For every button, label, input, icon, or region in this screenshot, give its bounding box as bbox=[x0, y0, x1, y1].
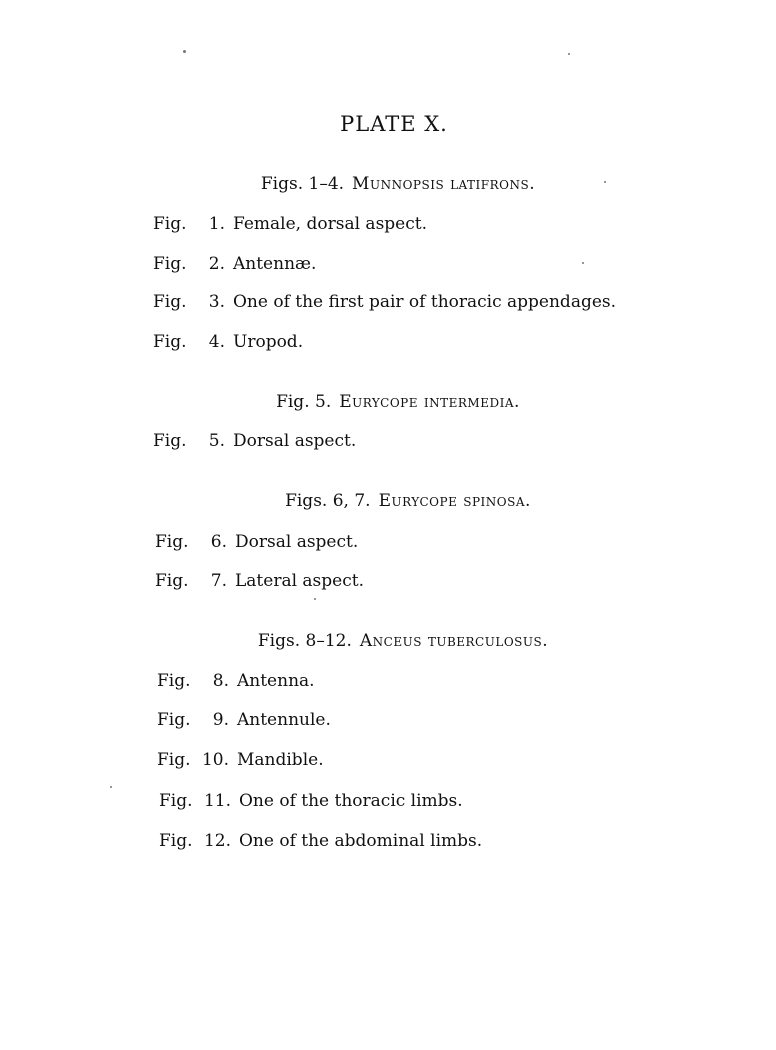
fig-label: Fig. bbox=[157, 710, 191, 730]
fig-description: One of the abdominal limbs. bbox=[239, 831, 483, 851]
fig-description: Antennæ. bbox=[233, 254, 317, 274]
section-heading bbox=[0, 631, 776, 651]
fig-label: Fig. bbox=[157, 750, 191, 770]
heading-figs: Figs. 8–12. bbox=[257, 631, 352, 651]
fig-label: Fig. bbox=[153, 254, 187, 274]
fig-number: 3. bbox=[208, 292, 225, 312]
fig-label: Fig. bbox=[153, 214, 187, 234]
fig-description: Female, dorsal aspect. bbox=[233, 214, 427, 234]
section-heading bbox=[0, 174, 776, 194]
fig-description: One of the first pair of thoracic appendages. bbox=[233, 292, 617, 312]
fig-number: 8. bbox=[212, 671, 229, 691]
scan-speck bbox=[183, 50, 186, 53]
fig-label: Fig. bbox=[153, 431, 187, 451]
figure-entry bbox=[153, 214, 427, 234]
fig-description: Antennule. bbox=[237, 710, 331, 730]
fig-number: 9. bbox=[212, 710, 229, 730]
heading-figs: Fig. 5. bbox=[276, 392, 332, 412]
figure-entry bbox=[153, 292, 616, 312]
fig-description: Lateral aspect. bbox=[235, 571, 364, 591]
figure-entry bbox=[155, 532, 358, 552]
heading-species: Munnopsis latifrons. bbox=[352, 174, 536, 194]
fig-number: 7. bbox=[210, 571, 227, 591]
figure-entry bbox=[153, 431, 356, 451]
fig-number: 11. bbox=[203, 791, 231, 811]
fig-number: 6. bbox=[210, 532, 227, 552]
fig-number: 10. bbox=[201, 750, 229, 770]
figure-entry bbox=[153, 332, 303, 352]
fig-number: 1. bbox=[208, 214, 225, 234]
heading-species: Anceus tuberculosus. bbox=[359, 631, 549, 651]
fig-description: Dorsal aspect. bbox=[235, 532, 359, 552]
figure-entry bbox=[157, 750, 324, 770]
fig-label: Fig. bbox=[159, 831, 193, 851]
fig-number: 2. bbox=[208, 254, 225, 274]
figure-entry bbox=[159, 791, 463, 811]
fig-description: One of the thoracic limbs. bbox=[239, 791, 463, 811]
figure-entry bbox=[157, 671, 315, 691]
fig-description: Antenna. bbox=[237, 671, 315, 691]
fig-number: 12. bbox=[203, 831, 231, 851]
heading-figs: Figs. 6, 7. bbox=[285, 491, 371, 511]
figure-entry bbox=[155, 571, 364, 591]
fig-label: Fig. bbox=[153, 332, 187, 352]
fig-number: 5. bbox=[208, 431, 225, 451]
section-heading bbox=[0, 491, 776, 511]
plate-title: PLATE X. bbox=[340, 112, 448, 136]
fig-description: Mandible. bbox=[237, 750, 324, 770]
scan-speck bbox=[582, 262, 584, 264]
fig-number: 4. bbox=[208, 332, 225, 352]
section-heading bbox=[0, 392, 776, 412]
fig-description: Dorsal aspect. bbox=[233, 431, 357, 451]
heading-species: Eurycope intermedia. bbox=[339, 392, 520, 412]
figure-entry bbox=[159, 831, 482, 851]
scan-speck bbox=[314, 598, 316, 600]
figure-entry bbox=[157, 710, 331, 730]
heading-figs: Figs. 1–4. bbox=[260, 174, 345, 194]
fig-label: Fig. bbox=[155, 571, 189, 591]
scan-speck bbox=[568, 53, 570, 55]
fig-label: Fig. bbox=[155, 532, 189, 552]
fig-label: Fig. bbox=[159, 791, 193, 811]
heading-species: Eurycope spinosa. bbox=[378, 491, 531, 511]
fig-label: Fig. bbox=[157, 671, 191, 691]
figure-entry bbox=[153, 254, 316, 274]
scan-speck bbox=[110, 786, 112, 788]
fig-description: Uropod. bbox=[233, 332, 304, 352]
fig-label: Fig. bbox=[153, 292, 187, 312]
